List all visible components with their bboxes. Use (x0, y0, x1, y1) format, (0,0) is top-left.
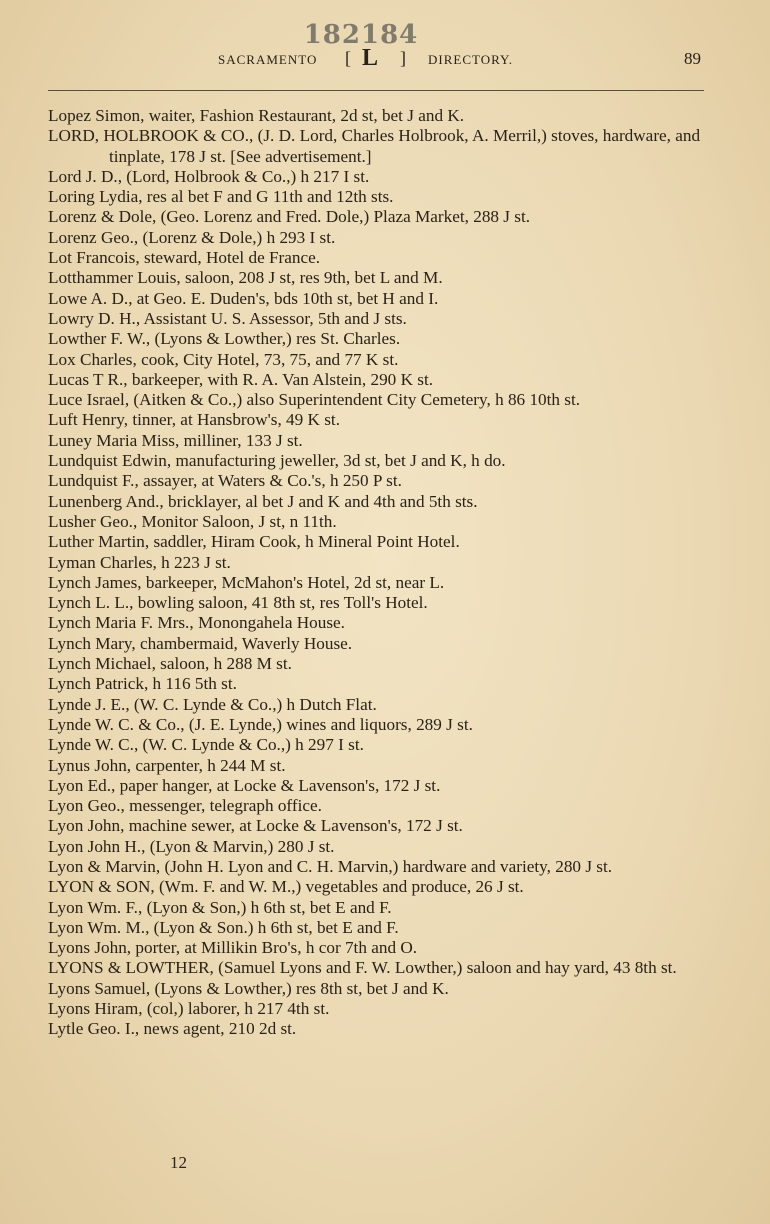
directory-entry: Lyon Wm. M., (Lyon & Son.) h 6th st, bet E and F. (48, 917, 399, 937)
header-section-letter: L (362, 45, 380, 71)
directory-entries (48, 106, 710, 1040)
directory-entry: Luney Maria Miss, milliner, 133 J st. (48, 430, 303, 450)
directory-entry: Lyon John, machine sewer, at Locke & Lavenson's, 172 J st. (48, 816, 463, 836)
directory-entry: Luther Martin, saddler, Hiram Cook, h Mineral Point Hotel. (48, 532, 460, 552)
header-title: DIRECTORY. (428, 52, 514, 67)
directory-entry: LYON & SON, (Wm. F. and W. M.,) vegetables and produce, 26 J st. (48, 877, 524, 897)
directory-entry: Lot Francois, steward, Hotel de France. (48, 248, 321, 268)
directory-entry: Loring Lydia, res al bet F and G 11th and 12th sts. (48, 187, 394, 207)
directory-entry: Lyons John, porter, at Millikin Bro's, h cor 7th and O. (48, 938, 418, 958)
directory-entry: Lyon Ed., paper hanger, at Locke & Lavenson's, 172 J st. (48, 775, 441, 795)
directory-entry: Lyons Hiram, (col,) laborer, h 217 4th st. (48, 999, 330, 1019)
header-bracket-open: [ (345, 48, 352, 68)
directory-entry: Lyman Charles, h 223 J st. (48, 552, 231, 572)
directory-entry: Lundquist Edwin, manufacturing jeweller, 3d st, bet J and K, h do. (48, 451, 506, 471)
directory-entry: LYONS & LOWTHER, (Samuel Lyons and F. W. Lowther,) saloon and hay yard, 43 8th st. (48, 958, 677, 978)
directory-entry: Lyon John H., (Lyon & Marvin,) 280 J st. (48, 836, 335, 856)
directory-entry: Lyons Samuel, (Lyons & Lowther,) res 8th st, bet J and K. (48, 978, 449, 998)
directory-entry: Luce Israel, (Aitken & Co.,) also Superintendent City Cemetery, h 86 10th st. (48, 390, 581, 410)
directory-entry: Lucas T R., barkeeper, with R. A. Van Alstein, 290 K st. (48, 369, 434, 389)
directory-entry: Lytle Geo. I., news agent, 210 2d st. (48, 1019, 297, 1039)
signature-mark: 12 (170, 1153, 187, 1172)
directory-entry: Lynde W. C., (W. C. Lynde & Co.,) h 297 I st. (48, 735, 364, 755)
directory-entry: Lynch Patrick, h 116 5th st. (48, 674, 237, 694)
directory-entry: Lynde W. C. & Co., (J. E. Lynde,) wines and liquors, 289 J st. (48, 714, 473, 734)
directory-entry: Lynch Maria F. Mrs., Monongahela House. (48, 613, 345, 633)
directory-entry: Lord J. D., (Lord, Holbrook & Co.,) h 217 I st. (48, 166, 370, 186)
directory-entry: Lyon & Marvin, (John H. Lyon and C. H. Marvin,) hardware and variety, 280 J st. (48, 856, 613, 876)
directory-entry: Lorenz Geo., (Lorenz & Dole,) h 293 I st. (48, 227, 336, 247)
header-bracket-close: ] (400, 48, 407, 68)
directory-entry: Lox Charles, cook, City Hotel, 73, 75, and 77 K st. (48, 349, 399, 369)
directory-entry: Lynch Mary, chambermaid, Waverly House. (48, 633, 353, 653)
directory-entry: Lusher Geo., Monitor Saloon, J st, n 11th. (48, 511, 337, 531)
directory-entry: Lowe A. D., at Geo. E. Duden's, bds 10th st, bet H and I. (48, 288, 439, 308)
directory-entry: Lynde J. E., (W. C. Lynde & Co.,) h Dutch Flat. (48, 694, 377, 714)
running-header (0, 47, 770, 73)
directory-entry: LORD, HOLBROOK & CO., (J. D. Lord, Charles Holbrook, A. Merril,) stoves, hardware, and tinplate, 178 J st. [See advertisement.] (48, 126, 701, 166)
directory-entry: Lyon Geo., messenger, telegraph office. (48, 796, 322, 816)
directory-entry: Lundquist F., assayer, at Waters & Co.'s, h 250 P st. (48, 471, 402, 491)
directory-entry: Lunenberg And., bricklayer, al bet J and K and 4th and 5th sts. (48, 491, 478, 511)
directory-entry: Luft Henry, tinner, at Hansbrow's, 49 K st. (48, 410, 340, 430)
directory-entry: Lynus John, carpenter, h 244 M st. (48, 755, 286, 775)
header-city: SACRAMENTO (218, 52, 318, 67)
directory-entry: Lopez Simon, waiter, Fashion Restaurant, 2d st, bet J and K. (48, 106, 465, 125)
directory-entry: Lynch L. L., bowling saloon, 41 8th st, res Toll's Hotel. (48, 593, 428, 613)
directory-entry: Lorenz & Dole, (Geo. Lorenz and Fred. Dole,) Plaza Market, 288 J st. (48, 207, 531, 227)
library-stamp: 182184 (303, 20, 419, 50)
header-rule (48, 90, 704, 91)
directory-entry: Lynch James, barkeeper, McMahon's Hotel, 2d st, near L. (48, 572, 445, 592)
page-number: 89 (684, 49, 701, 68)
directory-entry: Lynch Michael, saloon, h 288 M st. (48, 654, 292, 674)
directory-entry: Lyon Wm. F., (Lyon & Son,) h 6th st, bet E and F. (48, 897, 392, 917)
directory-entry: Lowther F. W., (Lyons & Lowther,) res St. Charles. (48, 329, 401, 349)
directory-entry: Lotthammer Louis, saloon, 208 J st, res 9th, bet L and M. (48, 268, 443, 288)
directory-entry: Lowry D. H., Assistant U. S. Assessor, 5th and J sts. (48, 308, 407, 328)
